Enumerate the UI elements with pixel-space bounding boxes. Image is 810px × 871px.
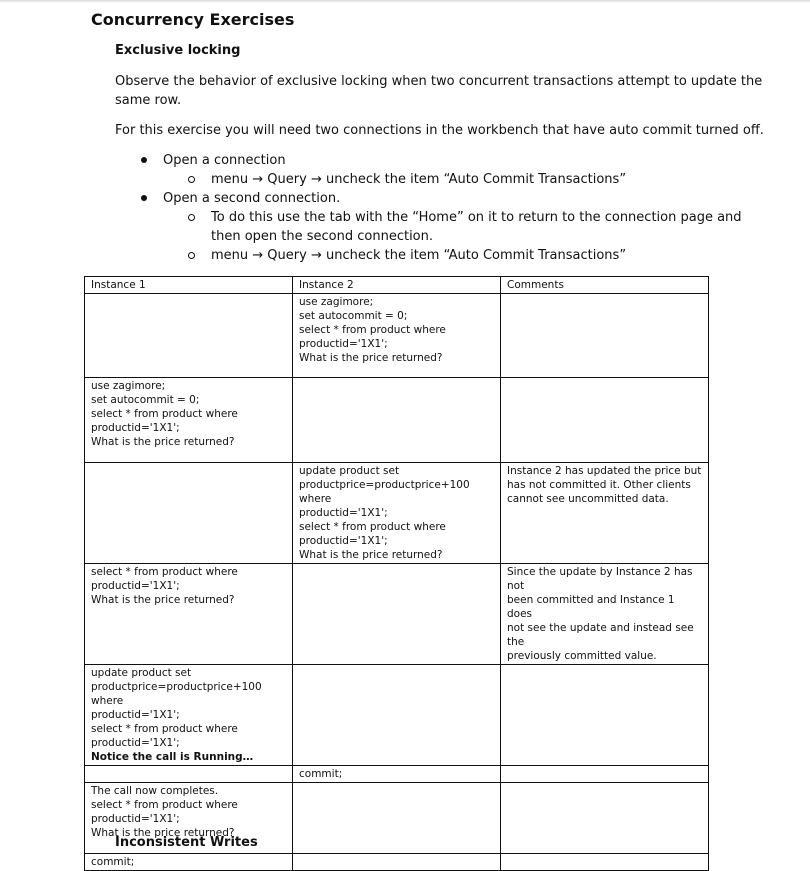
comment-line: Since the update by Instance 2 has not: [507, 566, 693, 592]
cell-line: commit;: [299, 768, 343, 780]
cell-line: select * from product where: [299, 521, 446, 533]
next-section-heading: Inconsistent Writes: [115, 835, 258, 850]
table-row: [85, 378, 709, 463]
bullet-open-connection: Open a connection: [163, 153, 286, 168]
sub-bullet-menu-1: menu → Query → uncheck the item “Auto Commit Transactions”: [211, 172, 627, 187]
cell-line: productid='1X1';: [299, 535, 388, 547]
cell-line: productid='1X1';: [91, 813, 180, 825]
comment-line: not see the update and instead see the: [507, 622, 694, 648]
cell-line: productid='1X1';: [91, 737, 180, 749]
header-instance-1: Instance 1: [85, 277, 293, 294]
cell-line: set autocommit = 0;: [299, 310, 408, 322]
bullet-dot: [141, 195, 147, 201]
cell-instance-2: [293, 378, 501, 463]
cell-instance-1: [85, 378, 293, 463]
cell-comments: [501, 463, 709, 564]
cell-line: productprice=productprice+100 where: [91, 681, 262, 707]
cell-line: update product set: [299, 465, 400, 477]
cell-line: productprice=productprice+100 where: [299, 479, 470, 505]
cell-comments: [501, 854, 709, 871]
cell-line: use zagimore;: [91, 380, 166, 392]
bullet-second-connection: Open a second connection.: [163, 191, 341, 206]
cell-instance-1: [85, 463, 293, 564]
table-row: [85, 463, 709, 564]
comment-line: previously committed value.: [507, 650, 657, 662]
sub-bullet-circle: [188, 176, 195, 183]
cell-line: What is the price returned?: [299, 352, 443, 364]
cell-instance-2: [293, 294, 501, 378]
sub-bullet-circle: [188, 252, 195, 259]
cell-line: select * from product where: [91, 566, 238, 578]
sub-bullet-circle: [188, 214, 195, 221]
cell-instance-1: [85, 294, 293, 378]
cell-comments: [501, 766, 709, 783]
cell-line: productid='1X1';: [91, 422, 180, 434]
cell-comments: [501, 783, 709, 854]
table-row: [85, 564, 709, 665]
cell-line: productid='1X1';: [299, 507, 388, 519]
cell-line: set autocommit = 0;: [91, 394, 200, 406]
cell-instance-2: [293, 783, 501, 854]
sub-bullet-home-1: To do this use the tab with the “Home” on it to return to the connection page and: [211, 210, 742, 225]
table-row: [85, 854, 709, 871]
header-comments: Comments: [501, 277, 709, 294]
cell-instance-1: [85, 564, 293, 665]
cell-line: select * from product where: [91, 723, 238, 735]
cell-comments: [501, 294, 709, 378]
cell-instance-2: [293, 564, 501, 665]
section-heading: Exclusive locking: [115, 43, 241, 58]
cell-line: What is the price returned?: [299, 549, 443, 561]
bullet-dot: [141, 157, 147, 163]
exercise-table: [84, 276, 709, 871]
sub-bullet-menu-2: menu → Query → uncheck the item “Auto Commit Transactions”: [211, 248, 627, 263]
cell-line: select * from product where: [91, 408, 238, 420]
cell-line: commit;: [91, 856, 135, 868]
cell-comments: [501, 378, 709, 463]
header-instance-2: Instance 2: [293, 277, 501, 294]
cell-instance-1: [85, 665, 293, 766]
table-row: [85, 665, 709, 766]
page-title: Concurrency Exercises: [91, 10, 295, 29]
cell-comments: [501, 665, 709, 766]
intro-line-1: Observe the behavior of exclusive locking when two concurrent transactions attempt to update the: [115, 74, 763, 89]
cell-instance-2: [293, 766, 501, 783]
cell-instance-2: [293, 463, 501, 564]
comment-line: has not committed it. Other clients: [507, 479, 691, 491]
comment-line: been committed and Instance 1 does: [507, 594, 675, 620]
running-notice: Notice the call is Running…: [91, 751, 254, 763]
sub-bullet-home-2: then open the second connection.: [211, 229, 434, 244]
cell-line: What is the price returned?: [91, 436, 235, 448]
cell-line: update product set: [91, 667, 192, 679]
cell-instance-2: [293, 665, 501, 766]
top-shadow: [0, 0, 810, 3]
cell-line: The call now completes.: [91, 785, 219, 797]
cell-instance-2: [293, 854, 501, 871]
cell-line: What is the price returned?: [91, 827, 235, 839]
comment-line: Instance 2 has updated the price but: [507, 465, 702, 477]
cell-line: select * from product where: [91, 799, 238, 811]
cell-line: productid='1X1';: [91, 580, 180, 592]
cell-line: What is the price returned?: [91, 594, 235, 606]
cell-line: use zagimore;: [299, 296, 374, 308]
cell-line: productid='1X1';: [91, 709, 180, 721]
table-row: [85, 766, 709, 783]
cell-line: select * from product where: [299, 324, 446, 336]
table-header-row: [85, 277, 709, 294]
cell-instance-1: [85, 766, 293, 783]
cell-line: productid='1X1';: [299, 338, 388, 350]
setup-paragraph: For this exercise you will need two connections in the workbench that have auto commit turned off.: [115, 123, 764, 138]
comment-line: cannot see uncommitted data.: [507, 493, 669, 505]
table-row: [85, 294, 709, 378]
cell-instance-1: [85, 854, 293, 871]
intro-line-2: same row.: [115, 93, 182, 108]
cell-comments: [501, 564, 709, 665]
